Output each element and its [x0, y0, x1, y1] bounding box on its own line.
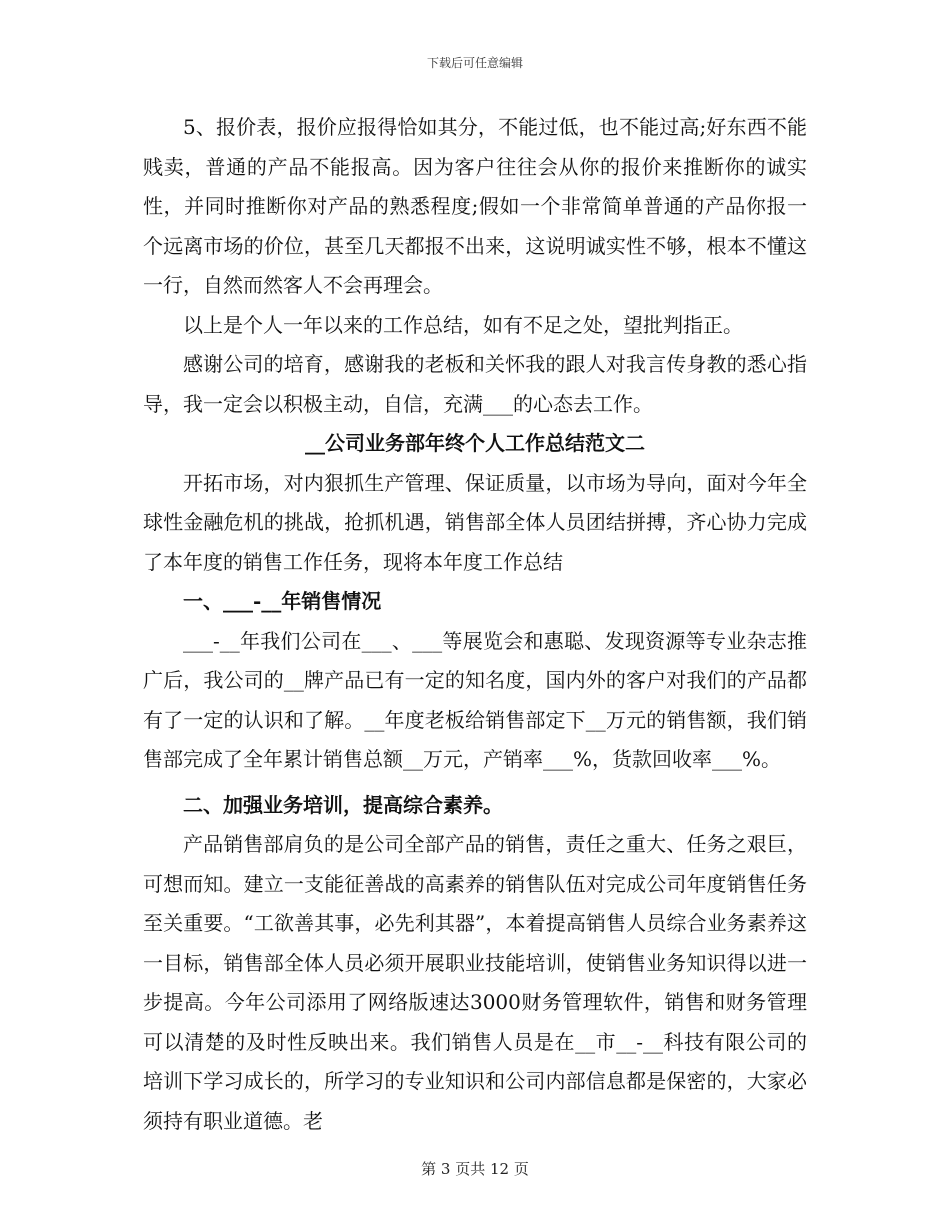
paragraph-training: 产品销售部肩负的是公司全部产品的销售，责任之重大、任务之艰巨，可想而知。建立一支能征善战的高素养的销售队伍对完成公司年度销售任务至关重要。“工欲善其事，必先利其器”，本着提高销售人员综合业务素养这一目标，销售部全体人员必须开展职业技能培训，使销售业务知识得以进一步提高。今年公司添用了网络版速达3000财务管理软件，销售和财务管理可以清楚的及时性反映出来。我们销售人员是在__市__-__科技有限公司的培训下学习成长的，所学习的专业知识和公司内部信息都是保密的，大家必须持有职业道德。老 — [143, 832, 807, 1133]
paragraph-summary-closing: 以上是个人一年以来的工作总结，如有不足之处，望批判指正。 — [183, 312, 743, 337]
page-header: 下载后可任意编辑 — [426, 56, 523, 70]
document-body — [143, 108, 807, 1141]
paragraph-sales-status: ___-__年我们公司在___、___等展览会和惠聪、发现资源等专业杂志推广后，我公司的__牌产品已有一定的知名度，国内外的客户对我们的产品都有了一定的认识和了解。__年度老板给销售部定下__万元的销售额，我们销售部完成了全年累计销售总额__万元，产销率___%，货款回收率___%。 — [143, 628, 807, 771]
heading-training: 二、加强业务培训，提高综合素养。 — [183, 792, 503, 817]
heading-sales-status: 一、___-__年销售情况 — [183, 589, 382, 613]
paragraph-quote-table: 5、报价表，报价应报得恰如其分，不能过低，也不能过高;好东西不能贱卖，普通的产品不能报高。因为客户往往会从你的报价来推断你的诚实性，并同时推断你对产品的熟悉程度;假如一个非常简单普通的产品你报一个远离市场的价位，甚至几天都报不出来，这说明诚实性不够，根本不懂这一行，自然而然客人不会再理会。 — [143, 115, 807, 297]
section-title: __公司业务部年终个人工作总结范文二 — [305, 431, 645, 455]
page-number: 第 3 页共 12 页 — [421, 1160, 529, 1178]
paragraph-intro: 开拓市场，对内狠抓生产管理、保证质量，以市场为导向，面对今年全球性金融危机的挑战，抢抓机遇，销售部全体人员团结拼搏，齐心协力完成了本年度的销售工作任务，现将本年度工作总结 — [143, 470, 807, 574]
paragraph-thanks: 感谢公司的培育，感谢我的老板和关怀我的跟人对我言传身教的悉心指导，我一定会以积极主动，自信，充满___的心态去工作。 — [143, 352, 807, 416]
